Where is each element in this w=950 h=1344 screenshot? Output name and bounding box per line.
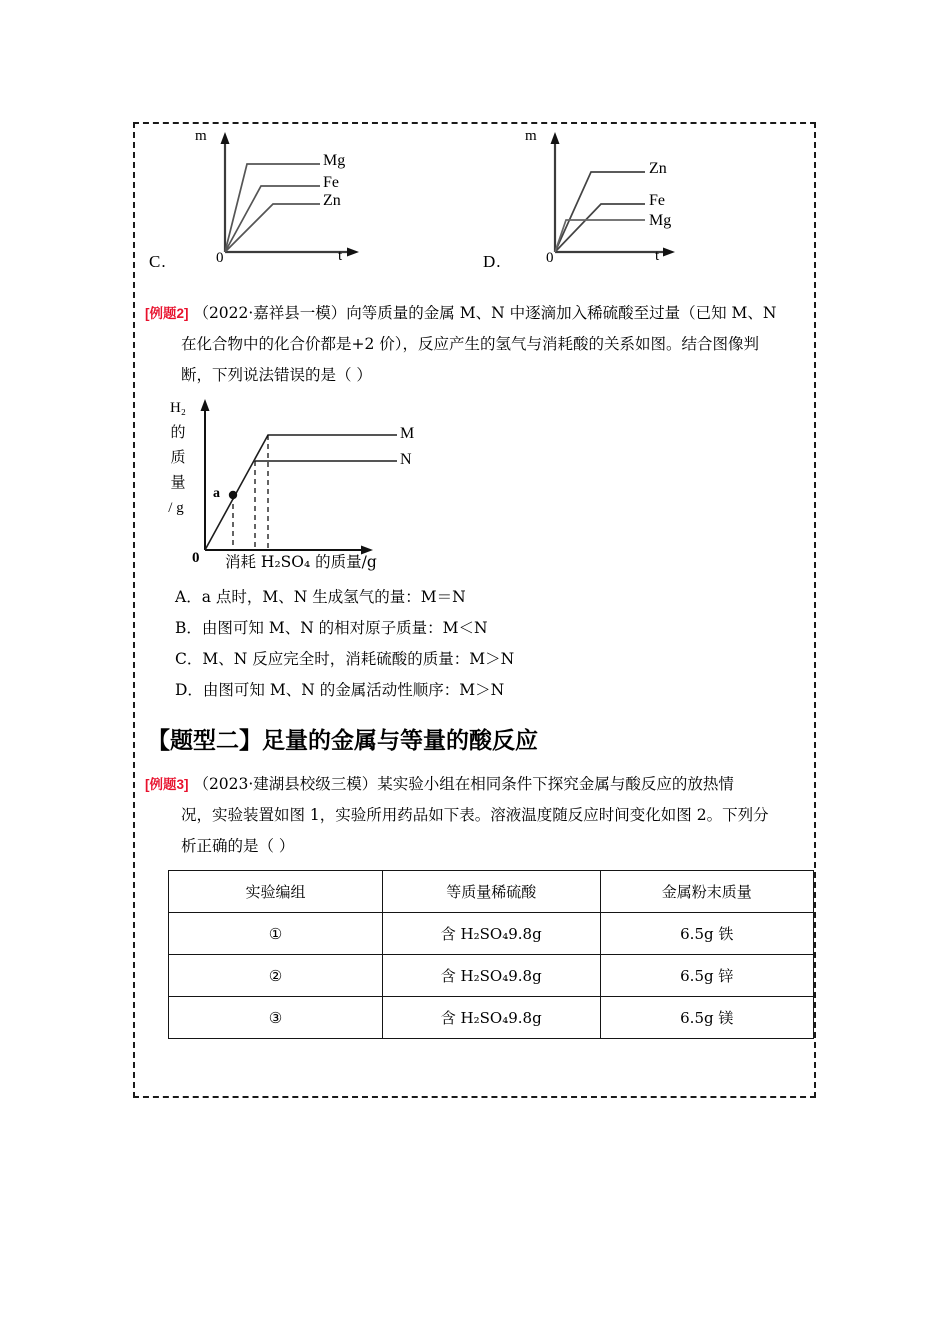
example2-block	[135, 284, 814, 391]
example2-origin-label: 0	[192, 550, 200, 566]
h2-axis-caption-unit: / g	[168, 500, 184, 516]
table-row	[169, 955, 814, 997]
option-c-series-label-zn: Zn	[323, 192, 341, 209]
example2-line3-text: 断，下列说法错误的是（ ）	[181, 366, 372, 384]
option-d-letter: D.	[483, 252, 502, 271]
example2-line-2	[145, 329, 798, 360]
example2-options	[135, 580, 814, 706]
example2-line1-text: （2022·嘉祥县一模）向等质量的金属 M、N 中逐滴加入稀硫酸至过量（已知 M、N	[193, 304, 777, 322]
h2-axis-caption-liang: 量	[170, 475, 186, 491]
example2-point-a-label: a	[213, 486, 220, 501]
example3-label: [例题3]	[145, 777, 189, 792]
example3-line-2	[145, 800, 798, 831]
row2-group: ②	[169, 955, 383, 997]
option-c-chart	[149, 124, 383, 274]
example2-text	[145, 298, 798, 391]
section-heading-title-type-2: 【题型二】足量的金属与等量的酸反应	[147, 728, 538, 754]
example3-line-1	[145, 769, 798, 800]
row3-group: ③	[169, 997, 383, 1039]
row1-acid: 含 H₂SO₄9.8g	[382, 913, 600, 955]
option-c-letter: C.	[149, 252, 167, 271]
example3-block	[135, 755, 814, 862]
row3-acid: 含 H₂SO₄9.8g	[382, 997, 600, 1039]
example2-line-1	[145, 298, 798, 329]
option-c-svg	[153, 124, 383, 274]
option-d-chart	[483, 124, 717, 274]
option-d-x-axis-label: t	[655, 248, 660, 264]
table-header-row	[169, 871, 814, 913]
option-d-origin-label: 0	[546, 250, 554, 266]
option-c-y-axis-label: m	[195, 128, 207, 144]
option-d-series-label-mg: Mg	[649, 212, 672, 229]
option-c-origin-label: 0	[216, 250, 224, 266]
option-charts-row	[135, 124, 814, 284]
example2-series-label-m: M	[400, 425, 415, 442]
option-c[interactable]: C．M、N 反应完全时，消耗硫酸的质量：M＞N	[175, 650, 515, 668]
document-dashed-frame	[133, 122, 816, 1098]
example2-label: [例题2]	[145, 306, 189, 321]
option-d-svg	[487, 124, 717, 274]
h2-axis-caption-h2: H₂	[169, 400, 187, 416]
option-c-series-label-mg: Mg	[323, 152, 346, 169]
example3-line1-text: （2023·建湖县校级三模）某实验小组在相同条件下探究金属与酸反应的放热情	[193, 775, 734, 793]
example2-x-axis-caption: 消耗 H₂SO₄ 的质量/g	[225, 553, 377, 571]
table-header-acid: 等质量稀硫酸	[382, 871, 600, 913]
option-d-series-label-zn: Zn	[649, 160, 667, 177]
example2-series-label-n: N	[400, 451, 412, 468]
row3-metal: 6.5g 镁	[600, 997, 813, 1039]
option-c-series-label-fe: Fe	[323, 174, 339, 191]
row2-acid: 含 H₂SO₄9.8g	[382, 955, 600, 997]
h2-axis-caption-de: 的	[170, 425, 186, 441]
option-b[interactable]: B．由图可知 M、N 的相对原子质量：M＜N	[175, 619, 488, 637]
row1-metal: 6.5g 铁	[600, 913, 813, 955]
example2-line2-text: 在化合物中的化合价都是+2 价），反应产生的氢气与消耗酸的关系如图。结合图像判	[181, 335, 760, 353]
example3-line3-text: 析正确的是（ ）	[181, 837, 295, 855]
example3-line2-text: 况，实验装置如图 1，实验所用药品如下表。溶液温度随反应时间变化如图 2。下列分	[181, 806, 769, 824]
example3-line-3	[145, 831, 798, 862]
h2-axis-caption-zhi: 质	[170, 450, 186, 466]
option-d-y-axis-label: m	[525, 128, 537, 144]
example3-table-wrapper	[135, 862, 814, 1039]
table-row	[169, 913, 814, 955]
option-d-series-label-fe: Fe	[649, 192, 665, 209]
row2-metal: 6.5g 锌	[600, 955, 813, 997]
option-a[interactable]: A．a 点时，M、N 生成氢气的量：M＝N	[175, 588, 466, 606]
example2-line-3	[145, 360, 798, 391]
experiment-table	[168, 870, 814, 1039]
option-d[interactable]: D．由图可知 M、N 的金属活动性顺序：M＞N	[175, 681, 505, 699]
option-c-x-axis-label: t	[338, 248, 343, 264]
example2-chart	[135, 395, 814, 580]
table-row	[169, 997, 814, 1039]
table-header-group: 实验编组	[169, 871, 383, 913]
table-header-metal: 金属粉末质量	[600, 871, 813, 913]
example3-text	[145, 769, 798, 862]
row1-group: ①	[169, 913, 383, 955]
